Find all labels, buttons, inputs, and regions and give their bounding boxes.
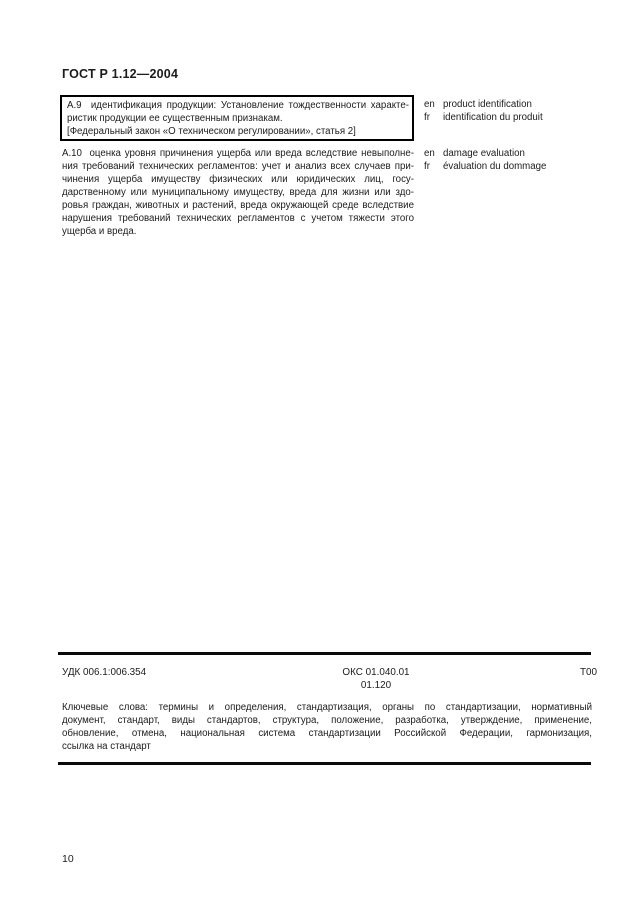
keywords-line: Ключевые слова: термины и определения, стандартизация, органы по стандартизации, нормативный	[62, 702, 592, 713]
term-a10-line: чинения ущерба имуществу физических или юридических лиц, госу-	[62, 174, 414, 185]
lang-label-en: en	[424, 99, 435, 110]
separator-rule-top	[58, 652, 591, 655]
term-a10-line: нарушения требований технических регламентов с учетом тяжести этого	[62, 213, 414, 224]
translations-a10	[424, 147, 546, 173]
udk-code: УДК 006.1:006.354	[62, 667, 147, 678]
translation-en-a9	[424, 98, 543, 111]
oks-code-primary: ОКС 01.040.01	[342, 667, 410, 678]
document-title: ГОСТ Р 1.12—2004	[62, 67, 179, 81]
category-code: Т00	[579, 667, 597, 678]
lang-label-en: en	[424, 148, 435, 159]
lang-label-fr: fr	[424, 112, 430, 123]
term-a9-line: ристик продукции ее существенным признакам.	[67, 113, 283, 124]
oks-code	[306, 666, 446, 692]
keywords-line: документ, стандарт, виды стандартов, структура, положение, разработка, утверждение, применение,	[62, 715, 592, 726]
term-a9-line: [Федеральный закон «О техническом регулировании», статья 2]	[67, 126, 356, 137]
translation-en-a10	[424, 147, 546, 160]
lang-label-fr: fr	[424, 161, 430, 172]
translation-text-fr: évaluation du dommage	[443, 161, 547, 172]
term-a10-line: дарственному или муниципальному имуществу, вреда для жизни или здо-	[62, 187, 414, 198]
translation-text-en: product identification	[443, 99, 532, 110]
term-a9-line: А.9 идентификация продукции: Установление тождественности характе-	[67, 100, 409, 111]
translation-text-fr: identification du produit	[443, 112, 543, 123]
translation-text-en: damage evaluation	[443, 148, 525, 159]
term-a10-line: ровья граждан, животных и растений, вреда окружающей среде вследствие	[62, 200, 414, 211]
term-a10-line: А.10 оценка уровня причинения ущерба или вреда вследствие невыполне-	[62, 148, 414, 159]
translations-a9	[424, 98, 543, 124]
term-definition-box-a9	[60, 95, 414, 141]
separator-rule-bottom	[58, 762, 591, 765]
term-a10-line: ния требований технических регламентов: учет и анализ всех случаев при-	[62, 161, 414, 172]
page-number: 10	[62, 853, 74, 865]
keywords-line: обновление, отмена, национальная система стандартизации Российской Федерации, гармонизация,	[62, 728, 592, 739]
term-paragraph-a10	[62, 147, 414, 238]
keywords-paragraph	[62, 701, 592, 753]
oks-code-secondary: 01.120	[360, 680, 392, 691]
translation-fr-a10	[424, 160, 546, 173]
term-a10-line: ущерба и вреда.	[62, 226, 137, 237]
keywords-line: ссылка на стандарт	[62, 741, 151, 752]
translation-fr-a9	[424, 111, 543, 124]
